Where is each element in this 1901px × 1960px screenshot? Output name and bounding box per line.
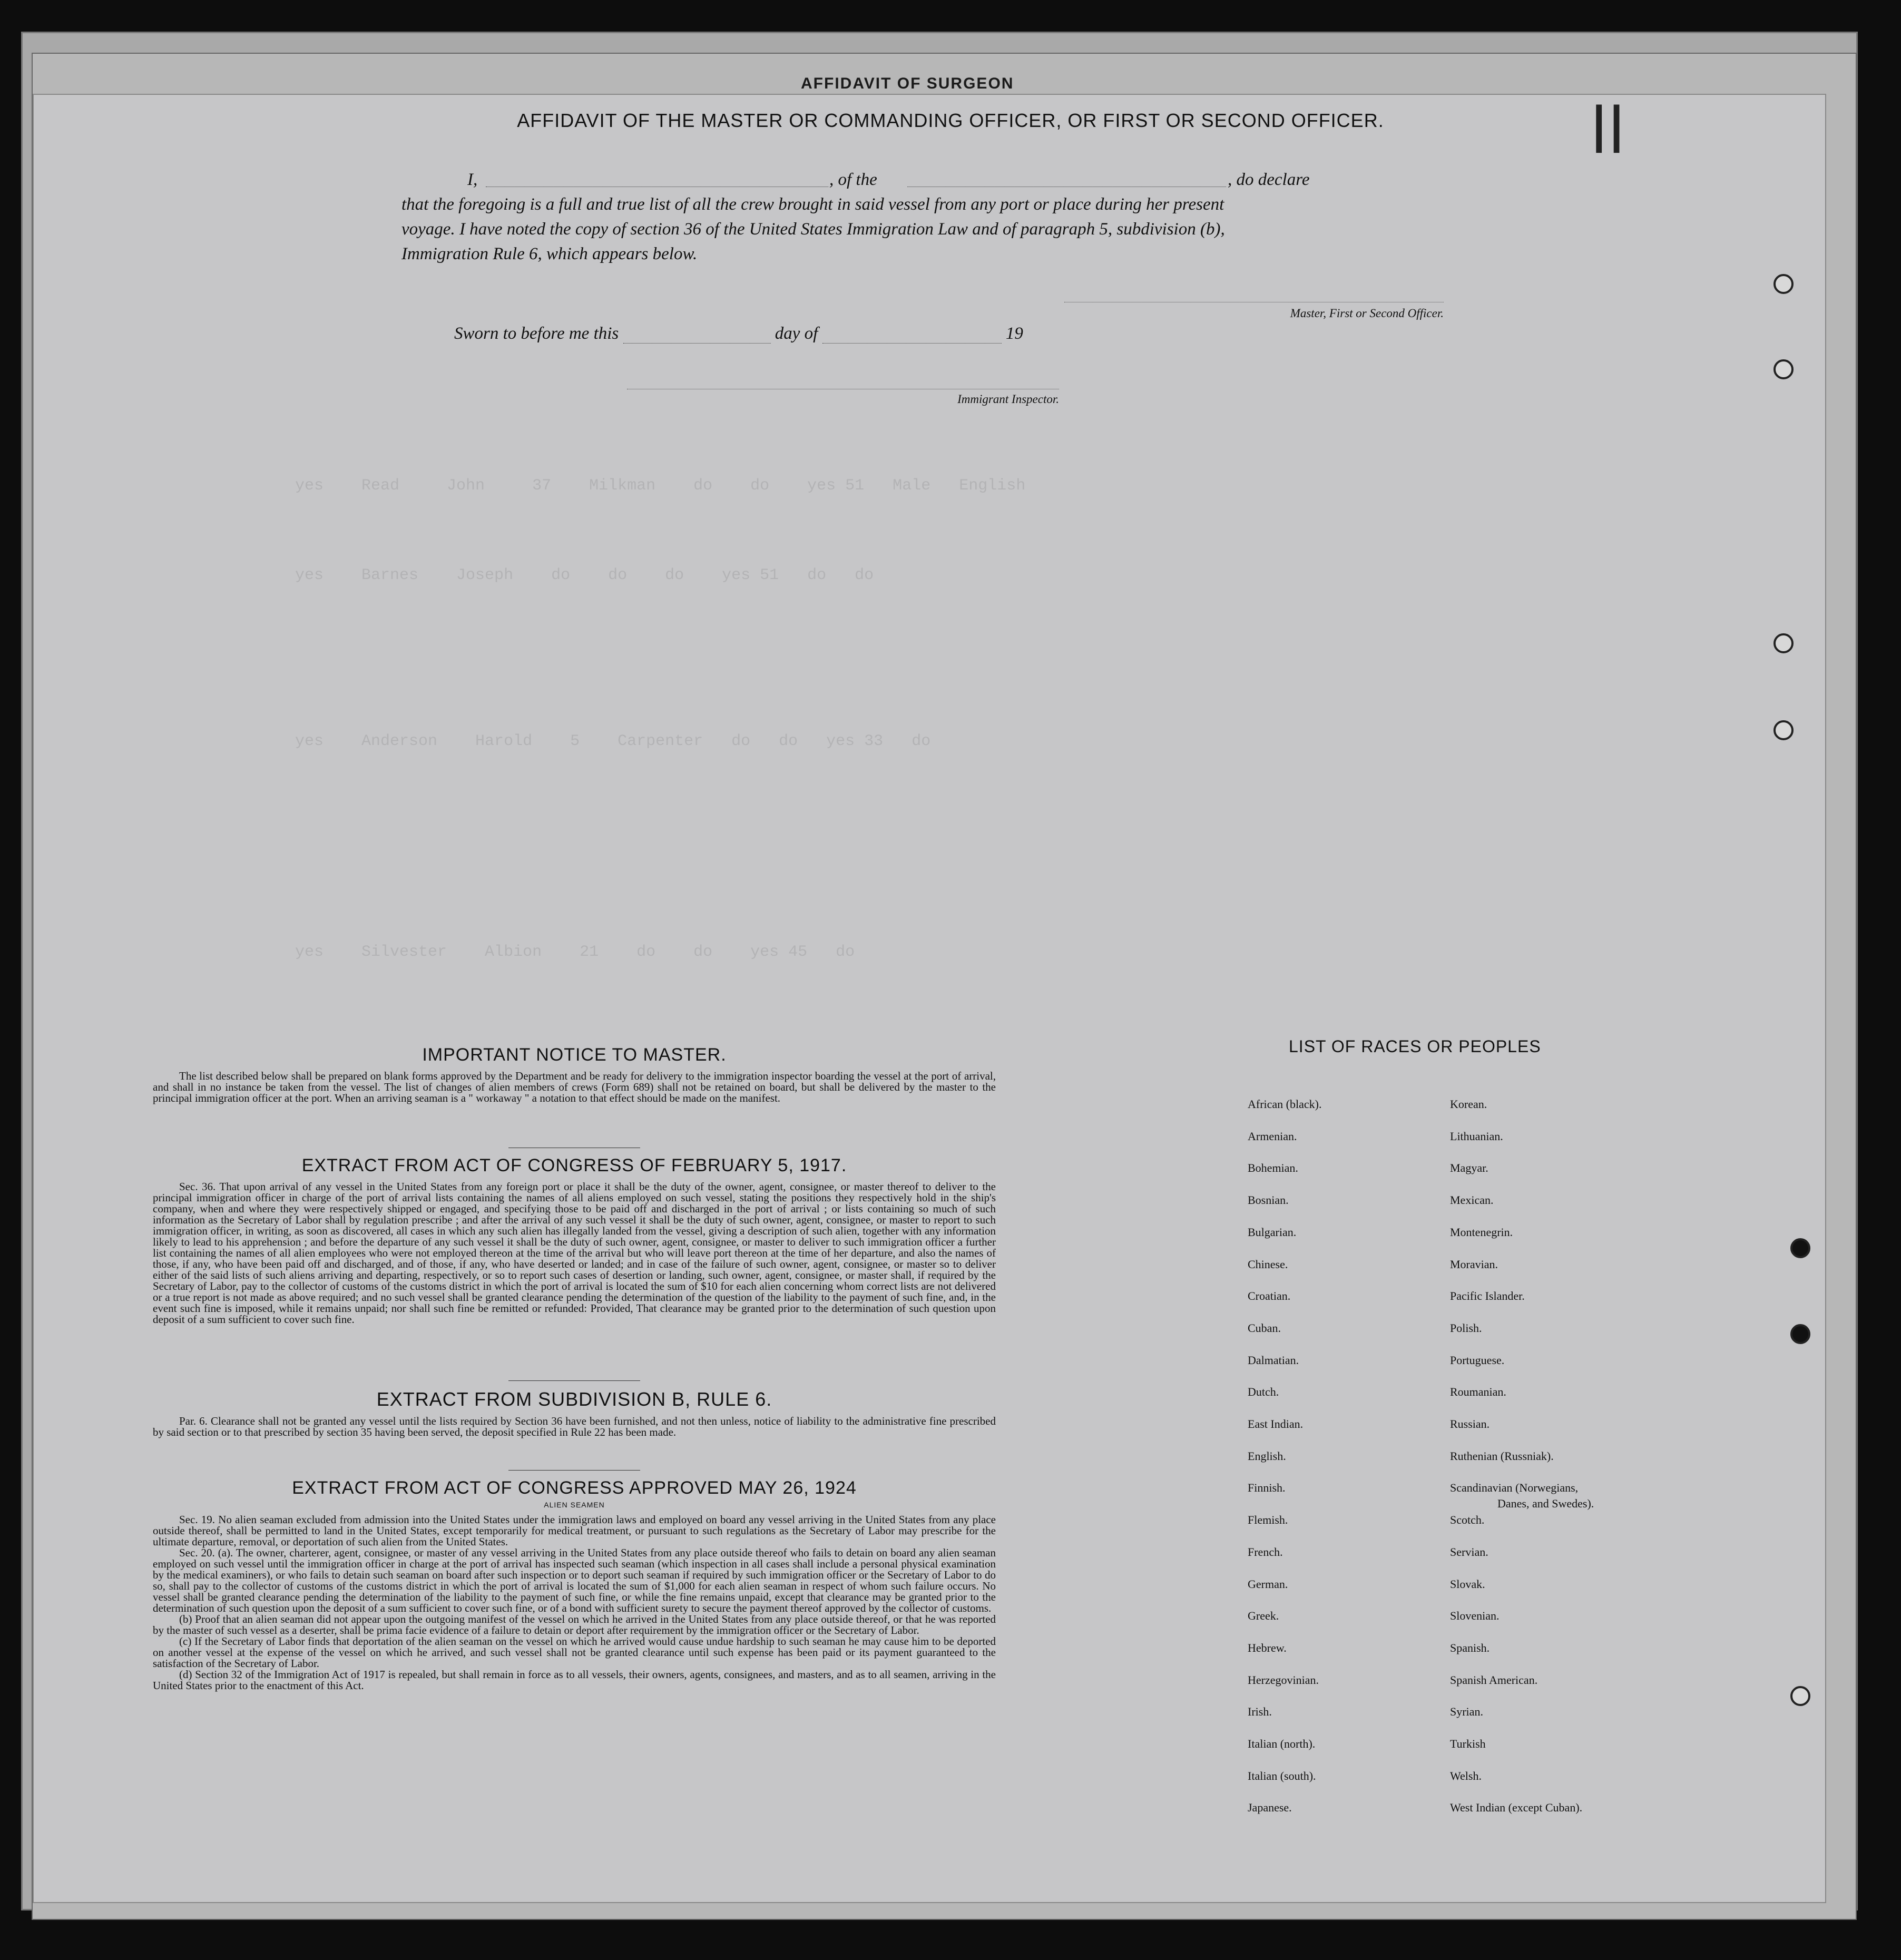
statement-line-3: Immigration Rule 6, which appears below. xyxy=(401,244,698,263)
statement-line-2: voyage. I have noted the copy of section 36 of the United States Immigration Law and of paragraph 5, subdivision (b), xyxy=(401,220,1225,239)
extract-rule-6 xyxy=(153,1380,996,1438)
notice-text: The list described below shall be prepared on blank forms approved by the Department and be ready for delivery to the immigration inspector boarding the vessel at the port of arrival, and shall in no instance be taken from the vessel. The list of changes of alien members of crews (Form 689) shall not be retained on board, but shall be delivered by the master to the principal immigration officer at the port. When an arriving seaman is a " workaway " a notation to that effect should be made on the manifest. xyxy=(153,1070,996,1104)
race-item: Flemish. xyxy=(1248,1513,1288,1527)
race-item: Danes, and Swedes). xyxy=(1497,1497,1594,1511)
extract-1924-paragraph: Sec. 20. (a). The owner, charterer, agent, consignee, or master of any vessel arriving in the United States from any place outside thereof who fails to detain on board any alien seaman employed on such vessel until the immigration officer in charge at the port of arrival has inspected such seaman (which inspection in all cases shall include a personal physical examination by the medical examiners), or who fails to detain such seaman on board after such inspection or to deport such seaman if required by such immigration officer or the Secretary of Labor to do so, shall pay to the collector of customs of the customs district in which the port of arrival is located the sum of $1,000 for each alien seaman in respect of whom such failure occurs. No vessel shall be granted clearance pending the determination of the liability to the payment of such fine, or while the fine remains unpaid, except that clearance may be granted prior to the determination of such question upon the deposit of a sum sufficient to cover such fine, or of a bond with sufficient surety to secure the payment thereof approved by the collector of customs. xyxy=(153,1546,996,1614)
race-item: Dalmatian. xyxy=(1248,1353,1299,1367)
binder-hole xyxy=(1790,1324,1810,1344)
race-item: Roumanian. xyxy=(1450,1385,1506,1399)
of-the-label: , of the xyxy=(829,170,877,189)
inspector-signature-block xyxy=(627,384,1059,406)
inspector-signature-field[interactable] xyxy=(627,384,1059,389)
race-item: Finnish. xyxy=(1248,1481,1286,1495)
binder-hole xyxy=(1773,274,1794,294)
race-item: Cuban. xyxy=(1248,1321,1281,1335)
sworn-prefix: Sworn to before me this xyxy=(454,324,619,343)
race-item: Greek. xyxy=(1248,1609,1279,1623)
name-field[interactable] xyxy=(486,171,828,187)
race-item: Magyar. xyxy=(1450,1161,1488,1175)
race-item: Armenian. xyxy=(1248,1129,1297,1143)
race-item: Servian. xyxy=(1450,1545,1488,1559)
race-item: African (black). xyxy=(1248,1097,1322,1111)
race-item: Welsh. xyxy=(1450,1769,1482,1782)
handwritten-mark: ll xyxy=(1590,95,1625,168)
master-signature-block xyxy=(1064,298,1444,320)
sworn-line xyxy=(454,324,1023,344)
race-item: Croatian. xyxy=(1248,1289,1291,1303)
race-item: Chinese. xyxy=(1248,1257,1288,1271)
race-item: Moravian. xyxy=(1450,1257,1498,1271)
race-item: Mexican. xyxy=(1450,1193,1494,1207)
extract-1924 xyxy=(153,1470,996,1691)
race-item: Ruthenian (Russniak). xyxy=(1450,1449,1554,1463)
extract-1917-title: EXTRACT FROM ACT OF CONGRESS OF FEBRUARY 5, 1917. xyxy=(301,1155,847,1175)
sworn-day-of: day of xyxy=(775,324,818,343)
notice-to-master xyxy=(153,1045,996,1104)
inspector-caption: Immigrant Inspector. xyxy=(957,393,1059,406)
extract-1924-subtitle: ALIEN SEAMEN xyxy=(544,1501,605,1509)
binder-hole xyxy=(1773,359,1794,379)
extract-1924-title: EXTRACT FROM ACT OF CONGRESS APPROVED MAY 26, 1924 xyxy=(292,1478,857,1498)
race-item: Montenegrin. xyxy=(1450,1225,1513,1239)
affidavit-title: AFFIDAVIT OF THE MASTER OR COMMANDING OFFICER, OR FIRST OR SECOND OFFICER. xyxy=(517,110,1384,131)
race-item: Turkish xyxy=(1450,1737,1486,1750)
race-item: Irish. xyxy=(1248,1705,1272,1719)
race-item: Slovak. xyxy=(1450,1577,1485,1591)
race-item: Bohemian. xyxy=(1248,1161,1298,1175)
master-signature-caption: Master, First or Second Officer. xyxy=(1290,307,1444,320)
bleed-through-row: yes Read John 37 Milkman do do yes 51 Male English xyxy=(295,477,1026,495)
bleed-through-row: yes Barnes Joseph do do do yes 51 do do xyxy=(295,566,874,584)
race-item: Korean. xyxy=(1450,1097,1487,1111)
sworn-day-field[interactable] xyxy=(623,327,771,344)
race-item: Bulgarian. xyxy=(1248,1225,1297,1239)
extract-rule-6-title: EXTRACT FROM SUBDIVISION B, RULE 6. xyxy=(376,1388,772,1410)
race-item: Syrian. xyxy=(1450,1705,1483,1719)
races-title: LIST OF RACES OR PEOPLES xyxy=(1289,1037,1541,1056)
race-item: French. xyxy=(1248,1545,1283,1559)
section-divider xyxy=(508,1380,640,1381)
extract-1924-paragraph: (c) If the Secretary of Labor finds that deportation of the alien seaman on the vessel on which he arrived would cause undue hardship to such seaman he may cause him to be deported on another vessel at the expense of the vessel on which he arrived, and such vessel shall not be granted clearance until such expense has been paid or its payment guaranteed to the satisfaction of the Secretary of Labor. xyxy=(153,1635,996,1670)
binder-hole xyxy=(1773,633,1794,653)
bleed-through-row: yes Anderson Harold 5 Carpenter do do yes 33 do xyxy=(295,732,931,750)
declare-suffix: , do declare xyxy=(1228,170,1310,189)
race-item: Slovenian. xyxy=(1450,1609,1500,1623)
extract-1924-text xyxy=(153,1514,996,1691)
section-divider xyxy=(508,1470,640,1471)
bleed-through-row: yes Silvester Albion 21 do do yes 45 do xyxy=(295,943,855,961)
declare-prefix: I, xyxy=(467,170,478,189)
race-item: Italian (south). xyxy=(1248,1769,1316,1782)
notice-title: IMPORTANT NOTICE TO MASTER. xyxy=(422,1045,727,1065)
race-item: West Indian (except Cuban). xyxy=(1450,1801,1583,1815)
extract-1924-paragraph: (b) Proof that an alien seaman did not appear upon the outgoing manifest of the vessel on which he arrived in the United States from any place outside thereof, or that he was reported by the master of such vessel as a deserter, shall be prima facie evidence of a failure to detain or deport after requirement by the immigration officer or the Secretary of Labor. xyxy=(153,1613,996,1636)
race-item: Polish. xyxy=(1450,1321,1482,1335)
vessel-field[interactable] xyxy=(907,171,1226,187)
sworn-month-field[interactable] xyxy=(822,327,1002,344)
race-item: Russian. xyxy=(1450,1417,1490,1430)
race-item: Pacific Islander. xyxy=(1450,1289,1525,1303)
race-item: Scandinavian (Norwegians, xyxy=(1450,1481,1579,1495)
binder-hole xyxy=(1773,720,1794,740)
extract-1924-paragraph: (d) Section 32 of the Immigration Act of 1917 is repealed, but shall remain in force as to all vessels, their owners, agents, consignees, and masters, and as to all seamen, arriving in the United States prior to the enactment of this Act. xyxy=(153,1668,996,1692)
race-item: Dutch. xyxy=(1248,1385,1279,1399)
race-item: East Indian. xyxy=(1248,1417,1304,1430)
race-item: Portuguese. xyxy=(1450,1353,1505,1367)
race-item: Bosnian. xyxy=(1248,1193,1289,1207)
affidavit-body xyxy=(401,168,1455,267)
race-item: German. xyxy=(1248,1577,1288,1591)
race-item: English. xyxy=(1248,1449,1286,1463)
sworn-year: 19 xyxy=(1005,324,1023,343)
binder-hole xyxy=(1790,1686,1810,1706)
race-item: Spanish. xyxy=(1450,1641,1490,1654)
race-item: Hebrew. xyxy=(1248,1641,1287,1654)
extract-rule-6-text: Par. 6. Clearance shall not be granted any vessel until the lists required by Section 36 have been furnished, and not then unless, notice of liability to the administrative fine prescribed by said section or to that prescribed by section 35 having been served, the deposit specified in Rule 22 has been made. xyxy=(153,1415,996,1438)
extract-1917-text: Sec. 36. That upon arrival of any vessel in the United States from any foreign port or place it shall be the duty of the owner, agent, consignee, or master thereof to deliver to the principal immigration officer in charge of the port of arrival lists containing the names of all aliens employed on such vessel, stating the positions they respectively hold in the ship's company, when and where they were respectively shipped or engaged, and specifying those to be paid off and discharged in the port of arrival ; or lists containing so much of such information as the Secretary of Labor shall by regulation prescribe ; and after the arrival of any such vessel it shall be the duty of such owner, agent, consignee, or master to report to such immigration officer, in writing, as soon as discovered, all cases in which any such alien has illegally landed from the vessel, giving a description of such alien, together with any information likely to lead to his apprehension ; and before the departure of any such vessel it shall be the duty of such owner, agent, consignee, or master to deliver to such immigration officer a further list containing the names of all alien employees who were not employed thereon at the time of the arrival but who will leave port thereon at the time of her departure, and also the names of those, if any, who have been paid off and discharged, and of those, if any, who have deserted or landed; and in case of the failure of such owner, agent, consignee, or master so to deliver either of the said lists of such aliens arriving and departing, respectively, or so to report such cases of desertion or landing, such owner, agent, consignee, or master shall, if required by the Secretary of Labor, pay to the collector of customs of the customs district in which the port of arrival is located the sum of $10 for each alien concerning whom correct lists are not delivered or a true report is not made as above required; and no such vessel shall be granted clearance pending the determination of the question of the liability to the payment of such fine, and, in the event such fine is imposed, while it remains unpaid; nor shall such fine be remitted or refunded: Provided, That clearance may be granted prior to the determination of such question upon deposit of a sum sufficient to cover such fine. xyxy=(153,1180,996,1326)
extract-1924-paragraph: Sec. 19. No alien seaman excluded from admission into the United States under the immigration laws and employed on board any vessel arriving in the United States from any place outside thereof, shall be permitted to land in the United States, except temporarily for medical treatment, or pursuant to such regulations as the Secretary of Labor may prescribe for the ultimate departure, removal, or deportation of such alien from the United States. xyxy=(153,1513,996,1548)
race-item: Italian (north). xyxy=(1248,1737,1316,1750)
statement-line-1: that the foregoing is a full and true list of all the crew brought in said vessel from any port or place during her present xyxy=(401,195,1224,214)
race-item: Japanese. xyxy=(1248,1801,1292,1815)
race-item: Spanish American. xyxy=(1450,1673,1538,1687)
underlying-sheet-title: AFFIDAVIT OF SURGEON xyxy=(801,75,1014,92)
race-item: Scotch. xyxy=(1450,1513,1485,1527)
extract-1917 xyxy=(153,1148,996,1325)
race-item: Lithuanian. xyxy=(1450,1129,1503,1143)
race-item: Herzegovinian. xyxy=(1248,1673,1319,1687)
declaration-line xyxy=(401,168,1455,192)
binder-hole xyxy=(1790,1238,1810,1258)
master-signature-field[interactable] xyxy=(1064,298,1444,302)
